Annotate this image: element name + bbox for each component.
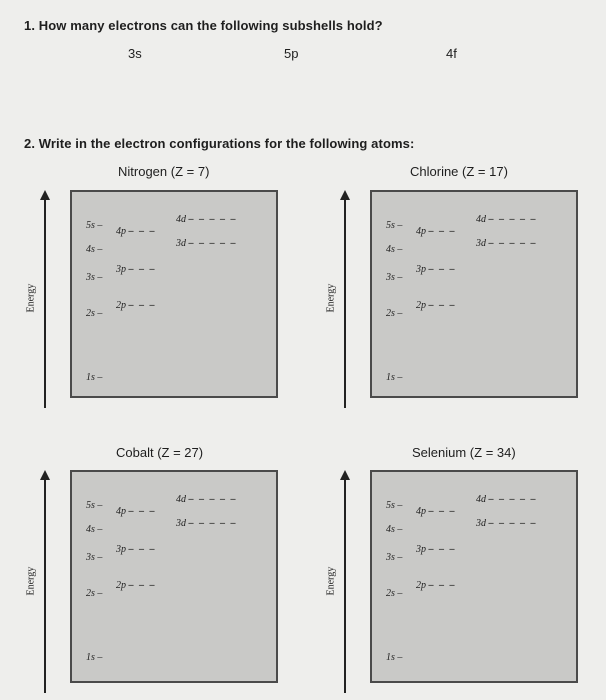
energy-arrow-head [340, 190, 350, 200]
orbital-slots[interactable]: – – – [428, 264, 456, 275]
orbital-label: 3s – [386, 552, 403, 563]
orbital-label: 2p [116, 300, 126, 311]
orbital-label: 5s – [386, 220, 403, 231]
orbital-s4 [86, 524, 102, 535]
orbital-s5 [386, 500, 402, 511]
orbital-label: 5s – [86, 500, 103, 511]
orbital-label: 4s – [86, 244, 103, 255]
orbital-label: 1s – [386, 372, 403, 383]
energy-axis-label: Energy [325, 566, 337, 595]
orbital-d3 [476, 518, 537, 529]
orbital-label: 3d [476, 518, 486, 529]
energy-axis [344, 198, 346, 408]
orbital-label: 4p [416, 506, 426, 517]
orbital-d3 [476, 238, 537, 249]
orbital-s5 [386, 220, 402, 231]
orbital-p4 [116, 226, 156, 237]
orbital-s2 [386, 588, 402, 599]
orbital-s3 [386, 272, 402, 283]
subshell-5p: 5p [284, 46, 299, 61]
subshell-3s: 3s [128, 46, 142, 61]
orbital-label: 1s – [386, 652, 403, 663]
orbital-d4 [476, 494, 537, 505]
orbital-s1 [86, 652, 102, 663]
diagram-selenium [325, 470, 580, 695]
orbital-slots[interactable]: – – – [128, 226, 156, 237]
orbital-label: 2s – [386, 588, 403, 599]
question-1: 1. How many electrons can the following subshells hold? [24, 18, 383, 33]
orbital-label: 4p [116, 226, 126, 237]
orbital-p3 [116, 544, 156, 555]
orbital-s4 [386, 524, 402, 535]
orbital-d4 [176, 214, 237, 225]
orbital-label: 3p [416, 264, 426, 275]
orbital-s4 [86, 244, 102, 255]
orbital-label: 3d [476, 238, 486, 249]
energy-axis-label: Energy [325, 283, 337, 313]
atom-label-nitrogen: Nitrogen (Z = 7) [118, 164, 210, 179]
orbital-label: 4d [176, 494, 186, 505]
orbital-label: 3p [416, 544, 426, 555]
orbital-label: 1s – [86, 652, 103, 663]
orbital-slots[interactable]: – – – – – [488, 238, 537, 249]
orbital-d3 [176, 238, 237, 249]
orbital-p2 [416, 580, 456, 591]
orbital-slots[interactable]: – – – – – [488, 214, 537, 225]
orbital-slots[interactable]: – – – – – [488, 494, 537, 505]
orbital-s2 [386, 308, 402, 319]
orbital-label: 4s – [386, 244, 403, 255]
orbital-s3 [386, 552, 402, 563]
energy-axis [44, 478, 46, 693]
energy-arrow-head [40, 470, 50, 480]
orbital-p4 [116, 506, 156, 517]
question-2: 2. Write in the electron configurations for the following atoms: [24, 136, 415, 151]
orbital-label: 2s – [86, 308, 103, 319]
atom-label-cobalt: Cobalt (Z = 27) [116, 445, 204, 460]
energy-arrow-head [40, 190, 50, 200]
orbital-p3 [416, 544, 456, 555]
orbital-slots[interactable]: – – – – – [188, 518, 237, 529]
orbital-slots[interactable]: – – – [428, 544, 456, 555]
orbital-slots[interactable]: – – – [128, 506, 156, 517]
orbital-p4 [416, 506, 456, 517]
orbital-label: 3s – [86, 272, 103, 283]
orbital-label: 4p [116, 506, 126, 517]
orbital-slots[interactable]: – – – – – [488, 518, 537, 529]
orbital-label: 2s – [386, 308, 403, 319]
orbital-label: 4p [416, 226, 426, 237]
orbital-slots[interactable]: – – – [128, 300, 156, 311]
orbital-d3 [176, 518, 237, 529]
energy-arrow-head [340, 470, 350, 480]
orbital-label: 5s – [86, 220, 103, 231]
orbital-s1 [386, 652, 402, 663]
orbital-label: 2p [416, 300, 426, 311]
orbital-s4 [386, 244, 402, 255]
orbital-label: 3d [176, 518, 186, 529]
orbital-s3 [86, 272, 102, 283]
orbital-slots[interactable]: – – – [428, 506, 456, 517]
orbital-slots[interactable]: – – – – – [188, 238, 237, 249]
orbital-s5 [86, 220, 102, 231]
orbital-label: 4d [476, 494, 486, 505]
orbital-label: 3s – [386, 272, 403, 283]
orbital-slots[interactable]: – – – [428, 580, 456, 591]
energy-axis-label: Energy [25, 283, 37, 313]
orbital-s5 [86, 500, 102, 511]
orbital-slots[interactable]: – – – [128, 580, 156, 591]
orbital-label: 2s – [86, 588, 103, 599]
orbital-slots[interactable]: – – – – – [188, 494, 237, 505]
orbital-slots[interactable]: – – – – – [188, 214, 237, 225]
orbital-label: 4d [476, 214, 486, 225]
orbital-p2 [416, 300, 456, 311]
orbital-label: 4s – [386, 524, 403, 535]
orbital-label: 2p [116, 580, 126, 591]
orbital-s1 [386, 372, 402, 383]
orbital-s1 [86, 372, 102, 383]
orbital-slots[interactable]: – – – [128, 544, 156, 555]
atom-label-selenium: Selenium (Z = 34) [412, 445, 516, 460]
orbital-p4 [416, 226, 456, 237]
orbital-label: 2p [416, 580, 426, 591]
orbital-label: 3p [116, 264, 126, 275]
diagram-chlorine [325, 190, 580, 410]
energy-axis [344, 478, 346, 693]
orbital-s2 [86, 308, 102, 319]
energy-axis [44, 198, 46, 408]
orbital-s2 [86, 588, 102, 599]
orbital-slots[interactable]: – – – [128, 264, 156, 275]
orbital-s3 [86, 552, 102, 563]
orbital-d4 [176, 494, 237, 505]
orbital-label: 5s – [386, 500, 403, 511]
diagram-nitrogen [25, 190, 280, 410]
orbital-p3 [116, 264, 156, 275]
orbital-label: 3d [176, 238, 186, 249]
orbital-p3 [416, 264, 456, 275]
energy-axis-label: Energy [25, 566, 37, 595]
orbital-p2 [116, 580, 156, 591]
orbital-slots[interactable]: – – – [428, 226, 456, 237]
diagram-cobalt [25, 470, 280, 695]
orbital-label: 4s – [86, 524, 103, 535]
subshell-4f: 4f [446, 46, 457, 61]
orbital-label: 1s – [86, 372, 103, 383]
orbital-label: 3p [116, 544, 126, 555]
orbital-slots[interactable]: – – – [428, 300, 456, 311]
orbital-label: 3s – [86, 552, 103, 563]
orbital-p2 [116, 300, 156, 311]
orbital-d4 [476, 214, 537, 225]
atom-label-chlorine: Chlorine (Z = 17) [410, 164, 508, 179]
orbital-label: 4d [176, 214, 186, 225]
